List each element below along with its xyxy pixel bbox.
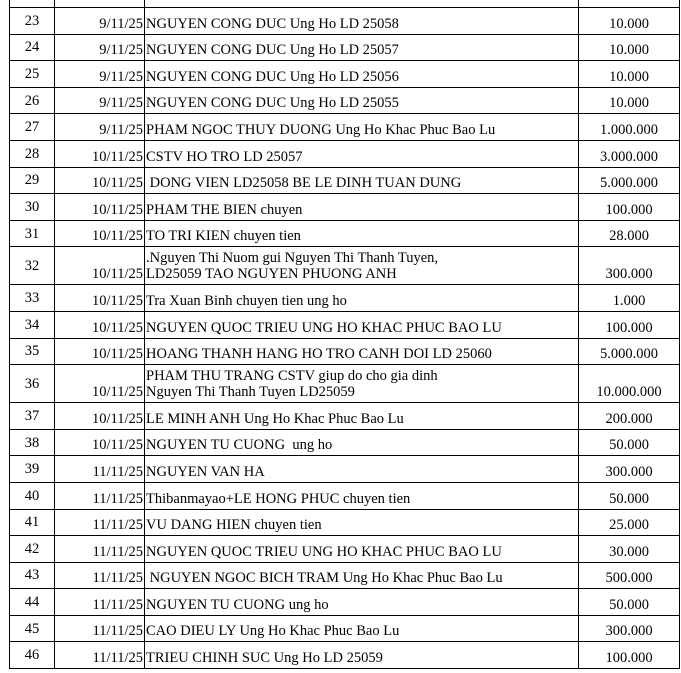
description-line: CAO DIEU LY Ung Ho Khac Phuc Bao Lu bbox=[146, 623, 400, 640]
description-cell bbox=[145, 285, 579, 312]
description-cell bbox=[145, 589, 579, 616]
row-number-cell: 41 bbox=[10, 509, 55, 536]
description-cell bbox=[145, 247, 579, 285]
amount-cell: 100.000 bbox=[579, 311, 680, 338]
table-row bbox=[10, 61, 680, 88]
amount-cell: 100.000 bbox=[579, 194, 680, 221]
description-line: Nguyen Thi Thanh Tuyen LD25059 bbox=[146, 384, 355, 401]
description-line: NGUYEN TU CUONG ung ho bbox=[146, 437, 333, 454]
table-row bbox=[10, 311, 680, 338]
amount-cell: 50.000 bbox=[579, 482, 680, 509]
row-number-cell: 43 bbox=[10, 562, 55, 589]
amount-cell: 50.000 bbox=[579, 589, 680, 616]
row-number-cell: 44 bbox=[10, 589, 55, 616]
table-row bbox=[10, 338, 680, 365]
description-cell bbox=[145, 61, 579, 88]
amount-cell: 10.000.000 bbox=[579, 365, 680, 403]
date-cell: 10/11/25 bbox=[55, 194, 145, 221]
description-cell bbox=[145, 167, 579, 194]
description-cell bbox=[145, 338, 579, 365]
date-cell: 10/11/25 bbox=[55, 167, 145, 194]
date-cell: 9/11/25 bbox=[55, 8, 145, 35]
description-cell bbox=[145, 429, 579, 456]
row-number-cell: 26 bbox=[10, 87, 55, 114]
description-cell bbox=[145, 194, 579, 221]
description-line: NGUYEN VAN HA bbox=[146, 463, 265, 480]
amount-cell: 300.000 bbox=[579, 456, 680, 483]
amount-cell: 100.000 bbox=[579, 642, 680, 669]
date-cell: 9/11/25 bbox=[55, 34, 145, 61]
row-number-cell: 45 bbox=[10, 615, 55, 642]
description-line: NGUYEN CONG DUC Ung Ho LD 25055 bbox=[146, 95, 399, 112]
date-cell: 11/11/25 bbox=[55, 642, 145, 669]
date-cell: 10/11/25 bbox=[55, 140, 145, 167]
description-line: LE MINH ANH Ung Ho Khac Phuc Bao Lu bbox=[146, 410, 404, 427]
amount-cell: 200.000 bbox=[579, 403, 680, 430]
table-row bbox=[10, 285, 680, 312]
description-line: Thibanmayao+LE HONG PHUC chuyen tien bbox=[146, 490, 411, 507]
table-row bbox=[10, 194, 680, 221]
row-number-cell: 39 bbox=[10, 456, 55, 483]
description-cell bbox=[145, 536, 579, 563]
date-cell: 11/11/25 bbox=[55, 456, 145, 483]
description-cell bbox=[145, 615, 579, 642]
amount-cell: 50.000 bbox=[579, 429, 680, 456]
description-cell bbox=[145, 456, 579, 483]
row-number-cell: 37 bbox=[10, 403, 55, 430]
description-cell bbox=[145, 311, 579, 338]
description-cell bbox=[145, 365, 579, 403]
description-line: CSTV HO TRO LD 25057 bbox=[146, 148, 303, 165]
date-cell: 9/11/25 bbox=[55, 61, 145, 88]
description-cell bbox=[145, 0, 579, 8]
donation-table-body bbox=[10, 0, 680, 669]
row-number-cell: 29 bbox=[10, 167, 55, 194]
row-number-cell: 32 bbox=[10, 247, 55, 285]
amount-cell: 300.000 bbox=[579, 615, 680, 642]
amount-cell: 25.000 bbox=[579, 509, 680, 536]
description-line: NGUYEN QUOC TRIEU UNG HO KHAC PHUC BAO LU bbox=[146, 319, 502, 336]
description-cell bbox=[145, 140, 579, 167]
description-line: LD25059 TAO NGUYEN PHUONG ANH bbox=[146, 266, 397, 283]
row-number-cell: 25 bbox=[10, 61, 55, 88]
table-row bbox=[10, 8, 680, 35]
date-cell: 10/11/25 bbox=[55, 365, 145, 403]
row-number-cell: 42 bbox=[10, 536, 55, 563]
description-line: .Nguyen Thi Nuom gui Nguyen Thi Thanh Tuyen, bbox=[146, 250, 439, 267]
description-cell bbox=[145, 87, 579, 114]
row-number-cell: 23 bbox=[10, 8, 55, 35]
table-row bbox=[10, 247, 680, 285]
description-line: VU DANG HIEN chuyen tien bbox=[146, 517, 322, 534]
table-row bbox=[10, 365, 680, 403]
description-cell bbox=[145, 509, 579, 536]
description-line: NGUYEN CONG DUC Ung Ho LD 25056 bbox=[146, 68, 399, 85]
date-cell: 11/11/25 bbox=[55, 482, 145, 509]
date-cell: 11/11/25 bbox=[55, 536, 145, 563]
table-row bbox=[10, 403, 680, 430]
amount-cell: 30.000 bbox=[579, 536, 680, 563]
date-cell: 9/11/25 bbox=[55, 114, 145, 141]
date-cell: 10/11/25 bbox=[55, 220, 145, 247]
date-cell: 10/11/25 bbox=[55, 403, 145, 430]
table-row bbox=[10, 220, 680, 247]
row-number-cell: 34 bbox=[10, 311, 55, 338]
row-number-cell: 46 bbox=[10, 642, 55, 669]
amount-cell: 500.000 bbox=[579, 562, 680, 589]
description-line: Tra Xuan Binh chuyen tien ung ho bbox=[146, 292, 347, 309]
row-number-cell: 30 bbox=[10, 194, 55, 221]
table-row bbox=[10, 589, 680, 616]
description-line: NGUYEN TU CUONG ung ho bbox=[146, 596, 329, 613]
description-line: HOANG THANH HANG HO TRO CANH DOI LD 25060 bbox=[146, 346, 492, 363]
table-row bbox=[10, 429, 680, 456]
row-number-cell: 33 bbox=[10, 285, 55, 312]
row-number-cell: 38 bbox=[10, 429, 55, 456]
description-cell bbox=[145, 34, 579, 61]
description-cell bbox=[145, 114, 579, 141]
row-number-cell: 24 bbox=[10, 34, 55, 61]
date-cell: 9/11/25 bbox=[55, 87, 145, 114]
donation-table bbox=[9, 0, 680, 669]
table-row bbox=[10, 456, 680, 483]
description-line: DONG VIEN LD25058 BE LE DINH TUAN DUNG bbox=[146, 175, 462, 192]
amount-cell: 10.000 bbox=[579, 61, 680, 88]
row-number-cell bbox=[10, 0, 55, 8]
date-cell: 10/11/25 bbox=[55, 311, 145, 338]
description-line: TRIEU CHINH SUC Ung Ho LD 25059 bbox=[146, 650, 383, 667]
table-row-partial-top bbox=[10, 0, 680, 8]
description-line: NGUYEN CONG DUC Ung Ho LD 25058 bbox=[146, 15, 399, 32]
date-cell: 10/11/25 bbox=[55, 285, 145, 312]
table-row bbox=[10, 482, 680, 509]
description-cell bbox=[145, 403, 579, 430]
description-line: PHAM NGOC THUY DUONG Ung Ho Khac Phuc Bao Lu bbox=[146, 121, 496, 138]
description-line: TO TRI KIEN chuyen tien bbox=[146, 228, 301, 245]
amount-cell: 10.000 bbox=[579, 87, 680, 114]
date-cell: 10/11/25 bbox=[55, 247, 145, 285]
amount-cell: 1.000 bbox=[579, 285, 680, 312]
row-number-cell: 36 bbox=[10, 365, 55, 403]
description-cell bbox=[145, 8, 579, 35]
description-line: NGUYEN NGOC BICH TRAM Ung Ho Khac Phuc Bao Lu bbox=[146, 570, 503, 587]
date-cell bbox=[55, 0, 145, 8]
table-row bbox=[10, 140, 680, 167]
table-row bbox=[10, 167, 680, 194]
amount-cell: 10.000 bbox=[579, 8, 680, 35]
description-line: PHAM THU TRANG CSTV giup do cho gia dinh bbox=[146, 368, 438, 385]
description-line: NGUYEN CONG DUC Ung Ho LD 25057 bbox=[146, 42, 399, 59]
amount-cell: 5.000.000 bbox=[579, 338, 680, 365]
description-cell bbox=[145, 482, 579, 509]
row-number-cell: 27 bbox=[10, 114, 55, 141]
table-row bbox=[10, 562, 680, 589]
table-row bbox=[10, 536, 680, 563]
table-row bbox=[10, 642, 680, 669]
amount-cell: 300.000 bbox=[579, 247, 680, 285]
date-cell: 11/11/25 bbox=[55, 509, 145, 536]
date-cell: 10/11/25 bbox=[55, 338, 145, 365]
table-row bbox=[10, 87, 680, 114]
date-cell: 11/11/25 bbox=[55, 615, 145, 642]
description-cell bbox=[145, 642, 579, 669]
description-line: NGUYEN QUOC TRIEU UNG HO KHAC PHUC BAO LU bbox=[146, 543, 502, 560]
table-row bbox=[10, 114, 680, 141]
date-cell: 11/11/25 bbox=[55, 589, 145, 616]
row-number-cell: 40 bbox=[10, 482, 55, 509]
amount-cell: 10.000 bbox=[579, 34, 680, 61]
table-row bbox=[10, 509, 680, 536]
description-cell bbox=[145, 562, 579, 589]
row-number-cell: 31 bbox=[10, 220, 55, 247]
row-number-cell: 28 bbox=[10, 140, 55, 167]
description-line: PHAM THE BIEN chuyen bbox=[146, 201, 303, 218]
date-cell: 11/11/25 bbox=[55, 562, 145, 589]
date-cell: 10/11/25 bbox=[55, 429, 145, 456]
amount-cell bbox=[579, 0, 680, 8]
table-row bbox=[10, 34, 680, 61]
amount-cell: 5.000.000 bbox=[579, 167, 680, 194]
amount-cell: 3.000.000 bbox=[579, 140, 680, 167]
description-cell bbox=[145, 220, 579, 247]
row-number-cell: 35 bbox=[10, 338, 55, 365]
amount-cell: 28.000 bbox=[579, 220, 680, 247]
amount-cell: 1.000.000 bbox=[579, 114, 680, 141]
table-row bbox=[10, 615, 680, 642]
